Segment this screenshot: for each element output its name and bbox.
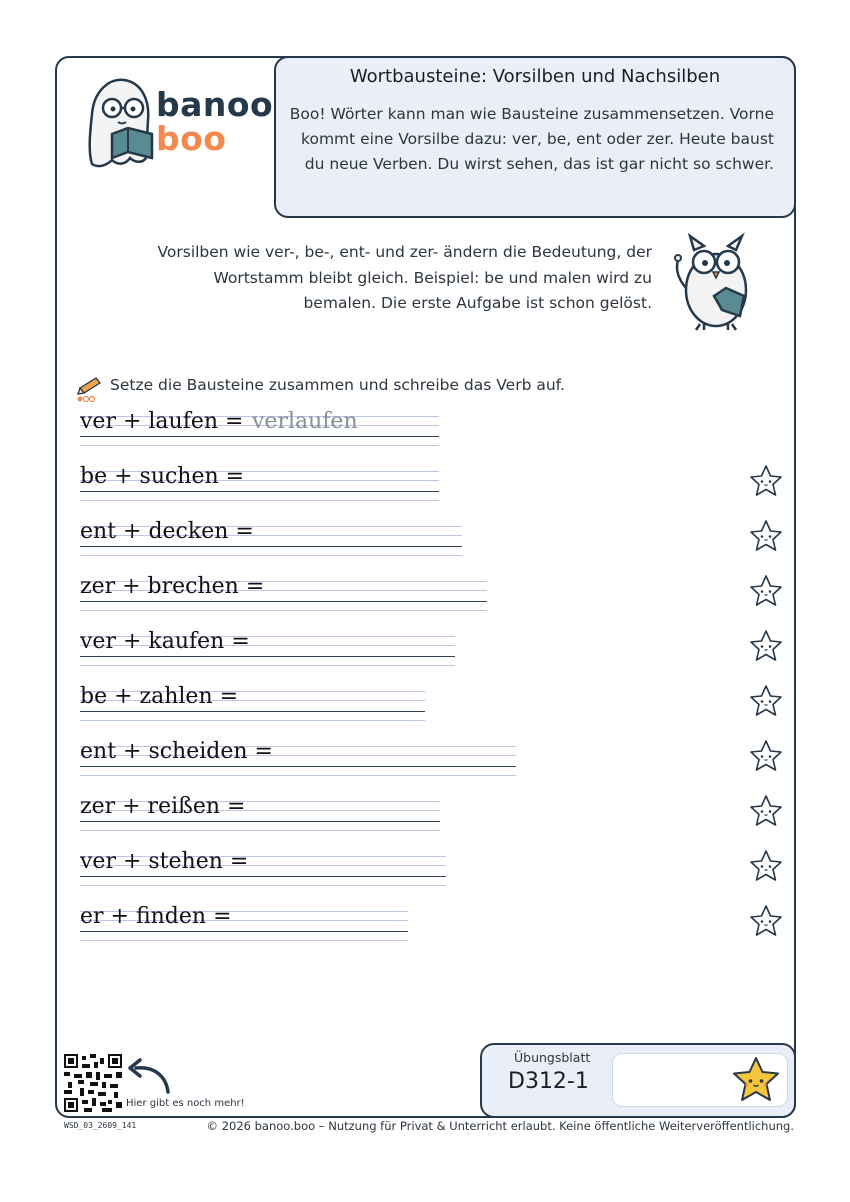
exercise-equation: zer + reißen =	[80, 794, 246, 819]
worksheet-title: Wortbausteine: Vorsilben und Nachsilben	[349, 66, 721, 87]
rating-star-icon[interactable]	[748, 739, 784, 773]
exercise-equation: zer + brechen =	[80, 574, 265, 599]
exercise-answer: verlaufen	[252, 409, 358, 434]
exercise-equation: be + zahlen =	[80, 684, 239, 709]
rating-star-icon[interactable]	[748, 794, 784, 828]
rating-star-icon[interactable]	[748, 574, 784, 608]
rating-star-icon[interactable]	[748, 849, 784, 883]
header-panel	[274, 56, 796, 218]
document-id: WSD_03_2609_141	[64, 1121, 137, 1130]
sheet-label: Übungsblatt	[514, 1050, 591, 1065]
ghost-mascot-icon	[82, 72, 156, 170]
rating-star-icon[interactable]	[748, 684, 784, 718]
rating-star-icon[interactable]	[748, 629, 784, 663]
qr-code-icon[interactable]	[64, 1054, 122, 1112]
copyright-notice: © 2026 banoo.boo – Nutzung für Privat & Unterricht erlaubt. Keine öffentliche Weiterveröffentlichung.	[206, 1119, 794, 1133]
rating-star-icon[interactable]	[748, 904, 784, 938]
exercise-equation: ver + kaufen =	[80, 629, 250, 654]
sheet-code: D312-1	[508, 1069, 589, 1094]
qr-caption: Hier gibt es noch mehr!	[126, 1098, 245, 1109]
brand-name-line2: boo	[156, 119, 227, 158]
explanation-text: Vorsilben wie ver-, be-, ent- und zer- ändern die Bedeutung, der Wortstamm bleibt gleich. Beispiel: be und malen wird zu bemalen. Die erste Aufgabe ist schon gelöst.	[157, 243, 652, 312]
exercise-equation: ver + laufen =	[80, 409, 244, 434]
rating-star-icon[interactable]	[748, 464, 784, 498]
exercise-equation: ver + stehen =	[80, 849, 249, 874]
brand-name-line1: banoo	[156, 85, 274, 124]
exercise-equation: be + suchen =	[80, 464, 245, 489]
score-star-icon	[730, 1055, 782, 1105]
exercise-equation: er + finden =	[80, 904, 232, 929]
task-instruction-text: Setze die Bausteine zusammen und schreibe das Verb auf.	[110, 376, 565, 394]
curved-arrow-icon	[126, 1058, 176, 1098]
owl-mascot-icon	[664, 230, 764, 334]
header-intro-text: Boo! Wörter kann man wie Bausteine zusammensetzen. Vorne kommt eine Vorsilbe dazu: ver, be, ent oder zer. Heute baust du neue Verben. Du wirst sehen, das ist gar nicht so schwer.	[289, 105, 774, 173]
brand-logo	[82, 72, 272, 172]
exercise-equation: ent + scheiden =	[80, 739, 273, 764]
rating-star-icon[interactable]	[748, 519, 784, 553]
exercise-equation: ent + decken =	[80, 519, 254, 544]
pencil-icon	[76, 374, 104, 402]
